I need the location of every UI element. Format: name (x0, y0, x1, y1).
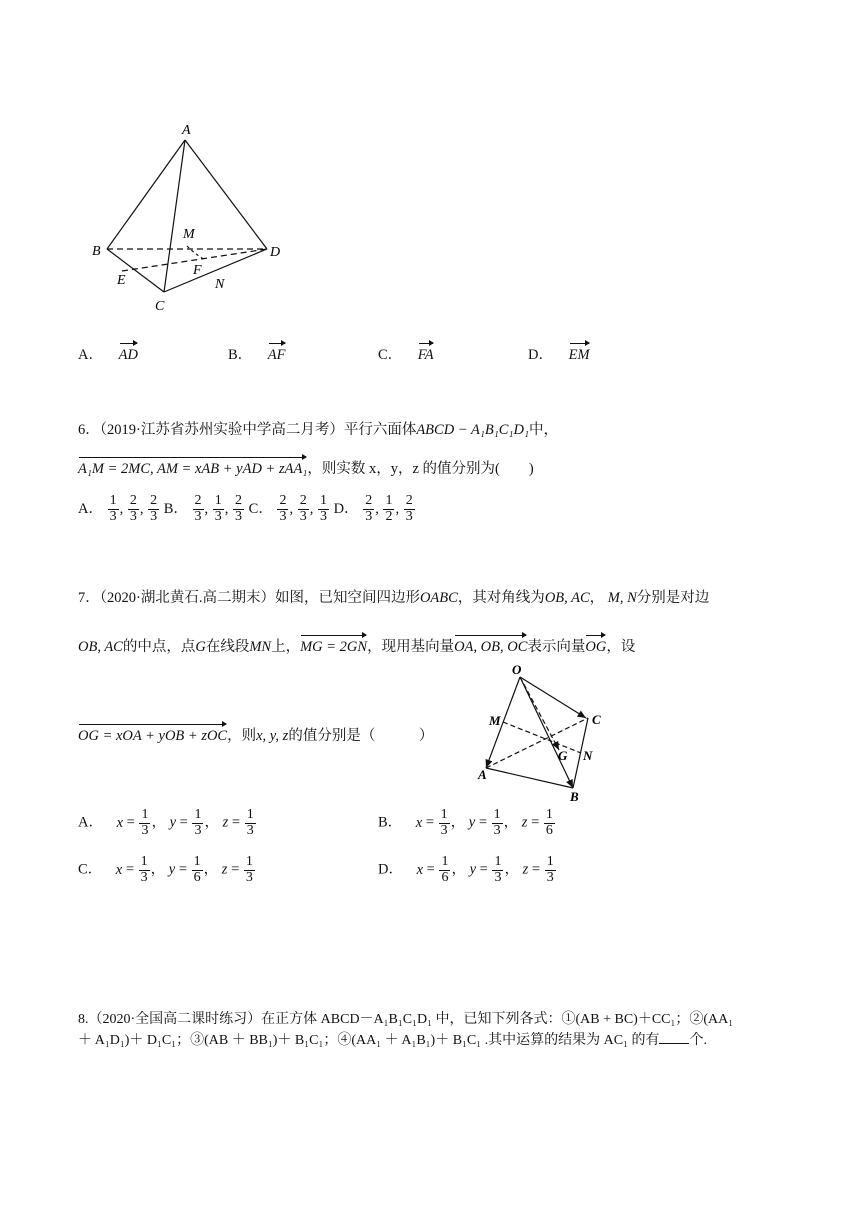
label-a: A (182, 123, 191, 138)
q8-line2: ＋ A₁D₁)＋ D₁C₁；③(AB ＋ BB₁)＋ B₁C₁；④(AA₁ ＋ A₁B₁)＋ B₁C₁ .其中运算的结果为 AC₁ 的有 个. (78, 1033, 707, 1048)
label-d: D (270, 245, 281, 260)
q6-option-d[interactable]: D． $\frac{2}{3}$ , $\frac{1}{2}$ , $\frac{2}{3}$ (333, 493, 413, 524)
label-c2: C (592, 712, 601, 727)
q6-condition: A₁M = 2MC, AM = xAB + yAD + zAA₁，则实数 x，y，z 的值分别为( ) (78, 456, 534, 478)
q7-stem-line1: 7．（2020·湖北黄石.高二期末）如图，已知空间四边形OABC，其对角线为OB, AC， M, N分别是对边 (78, 590, 710, 606)
label-b: B (92, 244, 101, 259)
label-m: M (183, 227, 195, 242)
q7-stem-line3: OG = xOA + yOB + zOC，则x, y, z的值分别是（ ） (78, 723, 433, 745)
q5-option-a[interactable]: A． AD (78, 342, 138, 364)
q7-option-d[interactable]: D． x = $\frac{1}{6}$ ， y = $\frac{1}{3}$ ， z = $\frac{1}{3}$ (378, 854, 554, 885)
label-f: F (193, 263, 202, 278)
label-m2: M (489, 713, 501, 728)
q6-stem: 6．（2019·江苏省苏州实验中学高二月考）平行六面体ABCD − A₁B₁C₁D₁中， (78, 422, 558, 438)
label-g: G (558, 748, 568, 763)
q7-option-b[interactable]: B． x = $\frac{1}{3}$ ， y = $\frac{1}{3}$ ， z = $\frac{1}{6}$ (378, 807, 553, 838)
q5-option-c[interactable]: C． FA (378, 342, 434, 364)
label-b2: B (570, 789, 579, 804)
q5-option-d[interactable]: D． EM (528, 342, 590, 364)
q7-option-a[interactable]: A． x = $\frac{1}{3}$ ， y = $\frac{1}{3}$ ， z = $\frac{1}{3}$ (78, 807, 254, 838)
q5-option-b[interactable]: B． AF (228, 342, 286, 364)
label-n2: N (583, 748, 593, 763)
q8-line1: 8.（2020·全国高二课时练习）在正方体 ABCD－A₁B₁C₁D₁ 中，已知下列各式：①(AB + BC)＋CC₁；②(AA₁ (78, 1012, 734, 1027)
label-c: C (155, 299, 165, 314)
q6-option-b[interactable]: B． $\frac{2}{3}$ , $\frac{1}{3}$ , $\frac{2}{3}$ (163, 493, 243, 524)
label-a2: A (478, 767, 487, 782)
q7-option-c[interactable]: C． x = $\frac{1}{3}$ ， y = $\frac{1}{6}$ ， z = $\frac{1}{3}$ (78, 854, 253, 885)
tetrahedron-figure (85, 118, 300, 318)
q6-option-c[interactable]: C． $\frac{2}{3}$ , $\frac{2}{3}$ , $\frac{1}{3}$ (248, 493, 327, 524)
answer-blank[interactable] (659, 1043, 689, 1044)
q7-stem-line2: OB, AC的中点，点G在线段MN上，MG = 2GN，现用基向量OA, OB, OC表示向量OG，设 (78, 634, 635, 656)
q6-options (78, 494, 416, 524)
label-n: N (215, 277, 225, 292)
label-o: O (512, 662, 522, 677)
label-e: E (117, 273, 126, 288)
space-quadrilateral-figure (470, 662, 620, 807)
q6-option-a[interactable]: A． $\frac{1}{3}$ , $\frac{2}{3}$ , $\frac{2}{3}$ (78, 493, 158, 524)
